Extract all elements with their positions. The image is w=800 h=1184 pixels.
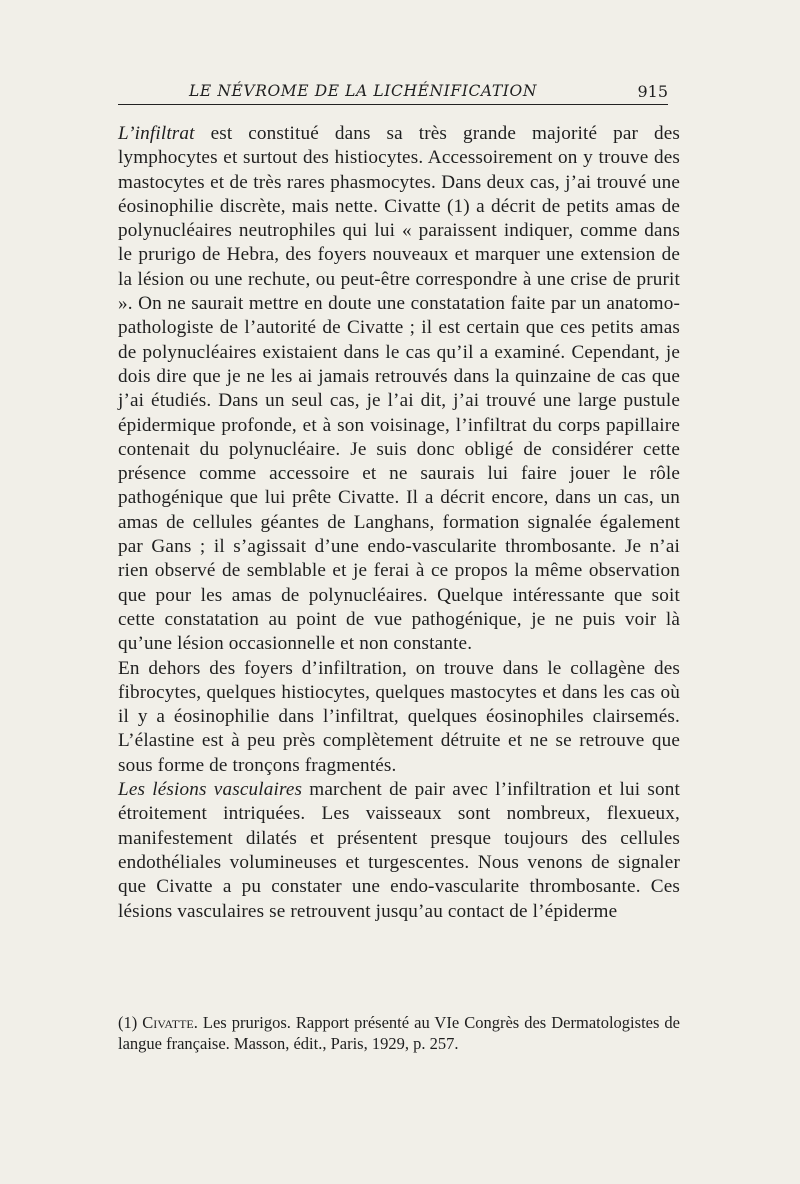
header-rule	[118, 104, 668, 105]
paragraph-text: est constitué dans sa très grande majorité par des lymphocytes et surtout des histiocytes. Accessoirement on y trouve des mastocytes et de très rares phasmocytes. Dans deux cas, j’ai trouvé une éosinophilie discrète, mais nette. Civatte (1) a décrit de petits amas de polynucléaires neutrophiles qui lui « paraissent indiquer, comme dans le prurigo de Hebra, des foyers nouveaux et marquer une extension de la lésion ou une rechute, ou peut-être correspondre à une crise de prurit ». On ne saurait mettre en doute une constatation faite par un anatomo-pathologiste de l’autorité de Civatte ; il est certain que ces petits amas de polynucléaires existaient dans le cas qu’il a examiné. Cependant, je dois dire que je ne les ai jamais retrouvés dans la quinzaine de cas que j’ai étudiés. Dans un seul cas, je l’ai dit, j’ai trouvé une large pustule épidermique profonde, et à son voisinage, l’infiltrat du corps papillaire contenait du polynucléaire. Je suis donc obligé de considérer cette présence comme accessoire et ne saurais lui faire jouer le rôle pathogénique que lui prête Civatte. Il a décrit encore, dans un cas, un amas de cellules géantes de Langhans, formation signalée également par Gans ; il s’agissait d’une endo-vascularite thrombosante. Je n’ai rien observé de semblable et je ferai à ce propos la même observation que pour les amas de polynucléaires. Quelque intéressante que soit cette constatation au point de vue pathogénique, je ne puis voir là qu’une lésion occasionnelle et non constante.	[118, 123, 680, 655]
paragraph-text: marchent de pair avec l’infiltration et lui sont étroitement intriquées. Les vaisseaux sont nombreux, flexueux, manifestement dilatés et présentent presque toujours des cellules endothéliales volumineuses et turgescentes. Nous venons de signaler que Civatte a pu constater une endo-vascularite thrombosante. Ces lésions vasculaires se retrouvent jusqu’au contact de l’épiderme	[118, 779, 681, 922]
running-header-title: LE NÉVROME DE LA LICHÉNIFICATION	[189, 82, 537, 100]
paragraph-text: En dehors des foyers d’infiltration, on trouve dans le collagène des fibrocytes, quelques histiocytes, quelques mastocytes et dans les cas où il y a éosinophilie dans l’infiltrat, quelques éosinophiles clairsemés. L’élastine est à peu près complètement détruite et ne se retrouve que sous forme de tronçons fragmentés.	[118, 657, 680, 776]
paragraph-lead-italic: Les lésions vasculaires	[118, 779, 303, 801]
page-number: 915	[637, 82, 668, 101]
footnote-marker: (1)	[118, 1013, 138, 1032]
paragraph-infiltrat	[118, 122, 680, 657]
paragraph-lead-italic: L’infiltrat	[118, 123, 195, 144]
body-text	[118, 122, 680, 924]
footnotes	[118, 1012, 680, 1054]
paragraph-collagene	[118, 657, 680, 778]
footnote-text: . Les prurigos. Rapport présenté au VIe Congrès des Dermatologistes de langue française. Masson, édit., Paris, 1929, p. 257.	[118, 1013, 681, 1053]
paragraph-lesions-vasculaires	[118, 778, 680, 924]
footnote-author: Civatte	[142, 1013, 194, 1032]
footnote-1	[118, 1012, 680, 1054]
